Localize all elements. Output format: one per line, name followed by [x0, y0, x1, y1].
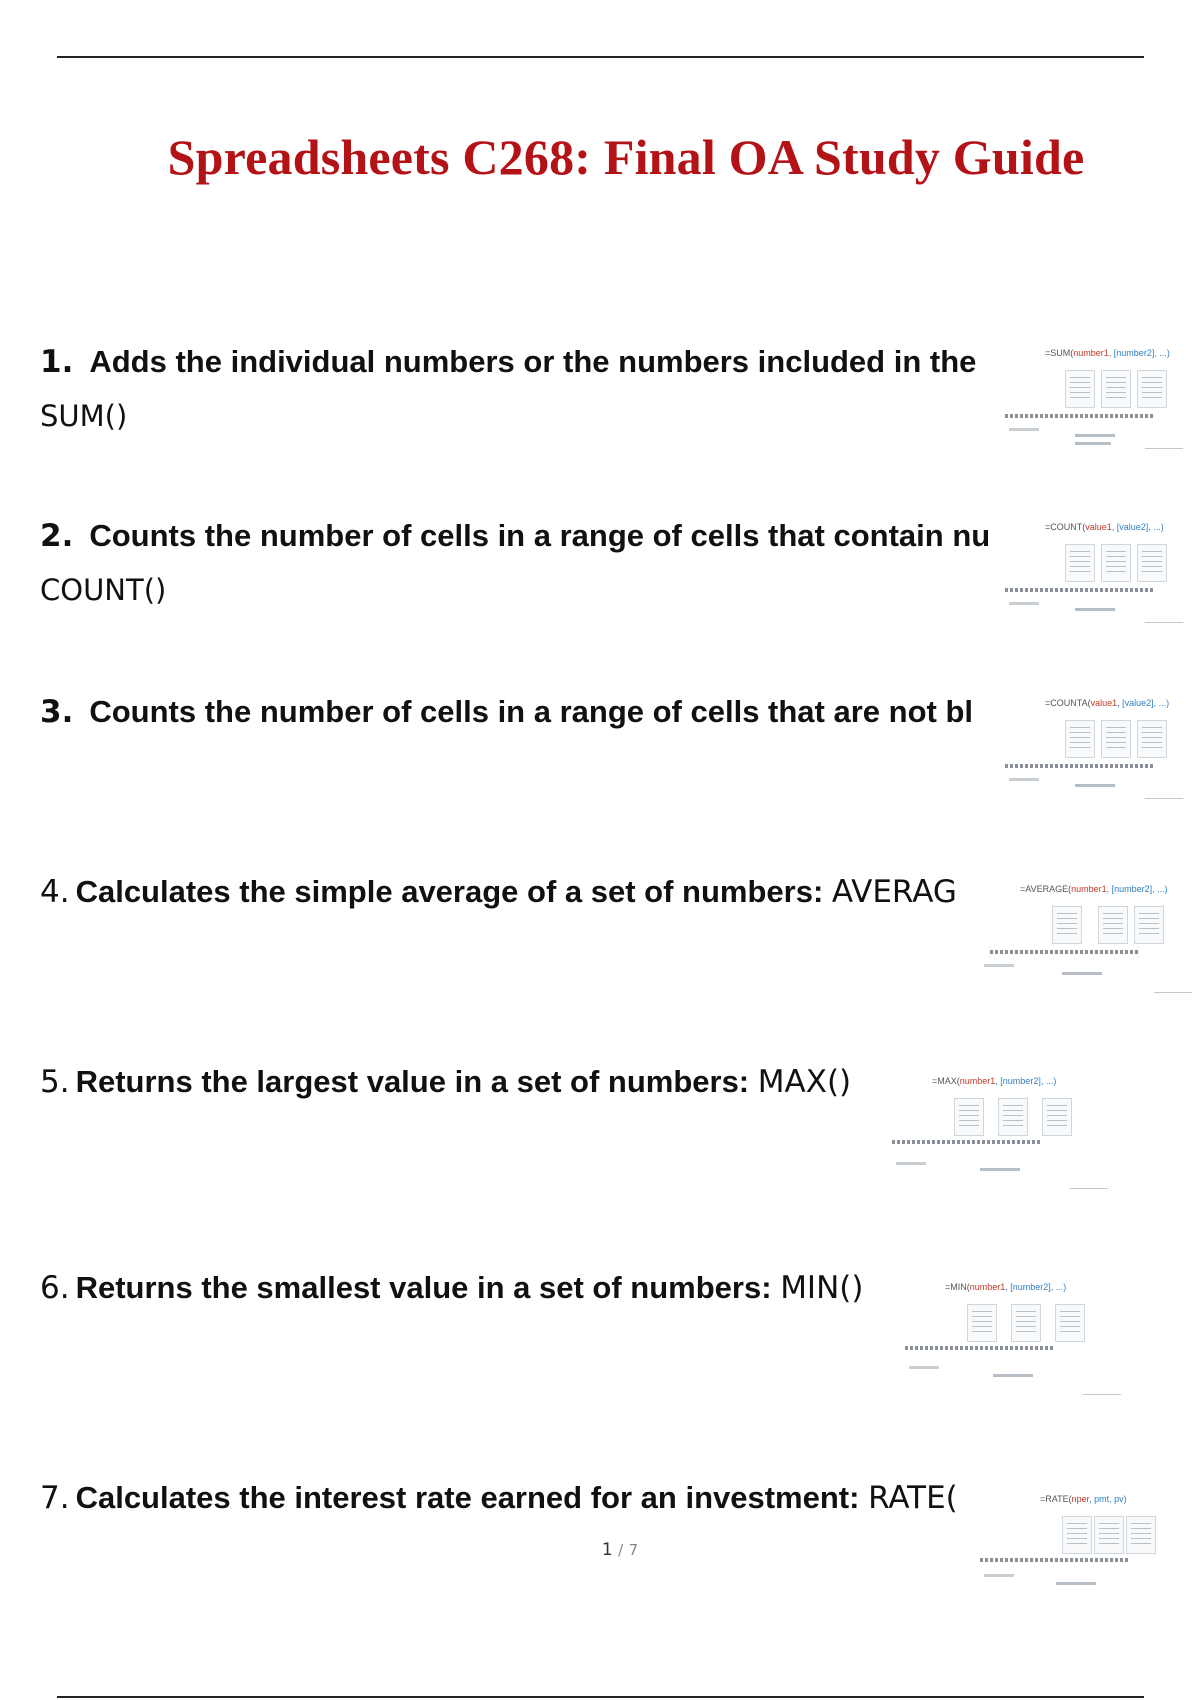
- question-number: 2.: [40, 518, 74, 554]
- page-indicator: [0, 1540, 1200, 1560]
- document-title: Spreadsheets C268: Final OA Study Guide: [167, 129, 1085, 185]
- syntax-label: =MAX(number1, [number2], ...): [932, 1076, 1057, 1086]
- question-item-3: [40, 692, 1012, 732]
- question-line: [40, 342, 1010, 382]
- question-number: 7.: [40, 1480, 70, 1516]
- function-diagram-thumbnail: [1005, 698, 1185, 803]
- question-text: Calculates the interest rate earned for an investment:: [75, 1480, 860, 1515]
- question-text: Counts the number of cells in a range of cells that contain nu: [89, 518, 991, 553]
- answer-text: AVERAG: [831, 874, 957, 910]
- question-number: 3.: [40, 694, 74, 730]
- question-item-4: [40, 872, 1000, 912]
- function-diagram-thumbnail: [892, 1076, 1092, 1191]
- question-item-2: [40, 516, 1030, 610]
- syntax-label: =COUNTA(value1, [value2], ...): [1045, 698, 1170, 708]
- syntax-label: =SUM(number1, [number2], ...): [1045, 348, 1170, 358]
- page-separator: /: [618, 1541, 624, 1559]
- answer-text: COUNT(): [40, 573, 167, 607]
- top-rule: [57, 56, 1144, 58]
- syntax-label: =AVERAGE(number1, [number2], ...): [1020, 884, 1168, 894]
- syntax-label: =COUNT(value1, [value2], ...): [1045, 522, 1164, 532]
- answer-text: MIN(): [780, 1270, 864, 1306]
- question-text: Calculates the simple average of a set of numbers:: [75, 874, 824, 909]
- bottom-rule: [57, 1696, 1144, 1698]
- current-page: 1: [601, 1540, 613, 1560]
- syntax-label: =MIN(number1, [number2], ...): [945, 1282, 1067, 1292]
- question-line: [40, 1478, 986, 1518]
- question-item-7: [40, 1478, 986, 1518]
- question-text: Counts the number of cells in a range of cells that are not bl: [89, 694, 973, 729]
- question-number: 1.: [40, 344, 74, 380]
- question-line: [40, 516, 1030, 556]
- answer-text: MAX(): [757, 1064, 852, 1100]
- question-number: 5.: [40, 1064, 70, 1100]
- question-text: Returns the smallest value in a set of numbers:: [75, 1270, 772, 1305]
- question-item-6: [40, 1268, 920, 1308]
- question-item-5: [40, 1062, 900, 1102]
- question-text: Returns the largest value in a set of numbers:: [75, 1064, 750, 1099]
- question-text: Adds the individual numbers or the numbers included in the: [89, 344, 977, 379]
- question-line: [40, 1062, 900, 1102]
- answer-text: SUM(): [40, 399, 128, 433]
- syntax-label: =RATE(nper, pmt, pv): [1040, 1494, 1127, 1504]
- function-diagram-thumbnail: [905, 1282, 1105, 1397]
- answer-text: RATE(: [868, 1480, 958, 1516]
- question-line: [40, 692, 1012, 732]
- question-line: [40, 1268, 920, 1308]
- question-line: [40, 872, 1000, 912]
- function-diagram-thumbnail: [1005, 348, 1185, 453]
- total-pages: 7: [628, 1541, 639, 1559]
- question-item-1: [40, 342, 1010, 436]
- function-diagram-thumbnail: [980, 884, 1168, 994]
- question-number: 6.: [40, 1270, 70, 1306]
- question-number: 4.: [40, 874, 70, 910]
- function-diagram-thumbnail: [1005, 522, 1185, 627]
